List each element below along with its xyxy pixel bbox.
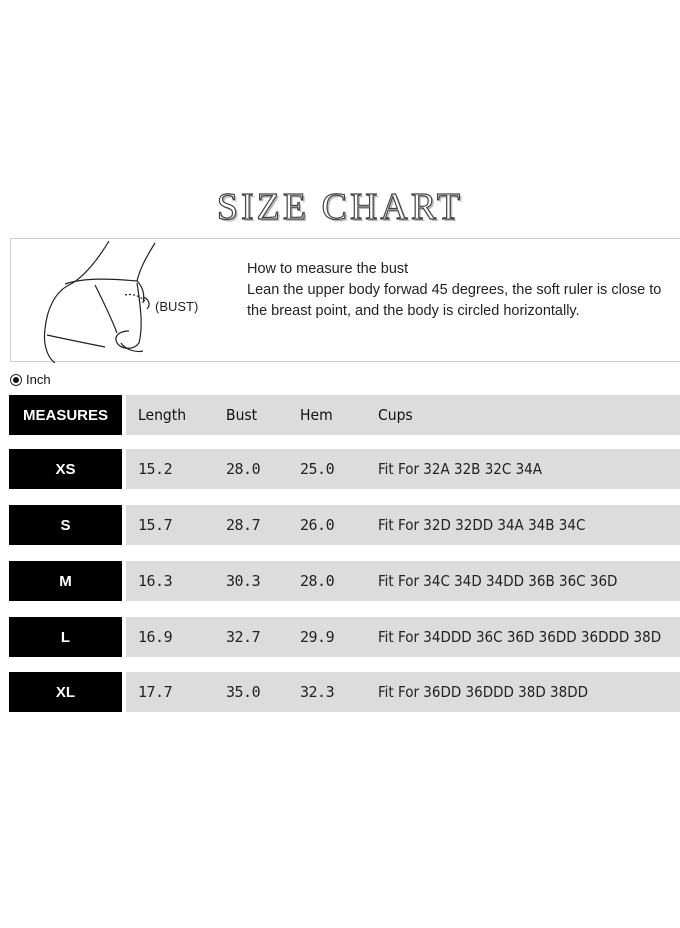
instructions-heading: How to measure the bust (247, 261, 409, 277)
header-hem: Hem (300, 406, 333, 424)
bust-value: 28.7 (226, 516, 261, 534)
measure-guide (10, 238, 680, 362)
cups-value: Fit For 34DDD 36C 36D 36DD 36DDD 38D (378, 628, 662, 646)
length-value: 16.9 (138, 628, 173, 646)
bust-value: 30.3 (226, 572, 261, 590)
bust-value: 35.0 (226, 683, 261, 701)
size-label: L (9, 617, 122, 657)
table-row (0, 505, 680, 545)
header-cups: Cups (378, 406, 413, 424)
size-label: S (9, 505, 122, 545)
radio-icon[interactable] (10, 374, 22, 386)
hem-value: 28.0 (300, 572, 335, 590)
hem-value: 29.9 (300, 628, 335, 646)
length-value: 16.3 (138, 572, 173, 590)
page-title: SIZE CHART (216, 186, 464, 228)
cups-value: Fit For 32D 32DD 34A 34B 34C (378, 516, 586, 534)
bust-value: 32.7 (226, 628, 261, 646)
length-value: 15.7 (138, 516, 173, 534)
cups-value: Fit For 32A 32B 32C 34A (378, 460, 542, 478)
bust-measure-illustration (25, 239, 165, 363)
bust-label: (BUST) (155, 299, 199, 314)
header-length: Length (138, 406, 187, 424)
cups-value: Fit For 34C 34D 34DD 36B 36C 36D (378, 572, 618, 590)
unit-label: Inch (26, 372, 51, 387)
length-value: 17.7 (138, 683, 173, 701)
instructions-body: Lean the upper body forwad 45 degrees, the soft ruler is close to the breast point, and the body is circled horizontally. (247, 282, 662, 319)
table-row (0, 617, 680, 657)
hem-value: 25.0 (300, 460, 335, 478)
table-row (0, 449, 680, 489)
table-row (0, 672, 680, 712)
header-measures: MEASURES (9, 395, 122, 435)
unit-selector[interactable] (10, 372, 51, 387)
size-label: M (9, 561, 122, 601)
length-value: 15.2 (138, 460, 173, 478)
hem-value: 26.0 (300, 516, 335, 534)
table-row (0, 561, 680, 601)
measure-instructions (247, 259, 667, 322)
hem-value: 32.3 (300, 683, 335, 701)
table-header-row (0, 395, 680, 435)
size-label: XL (9, 672, 122, 712)
header-bust: Bust (226, 406, 258, 424)
size-label: XS (9, 449, 122, 489)
bust-value: 28.0 (226, 460, 261, 478)
cups-value: Fit For 36DD 36DDD 38D 38DD (378, 683, 588, 701)
